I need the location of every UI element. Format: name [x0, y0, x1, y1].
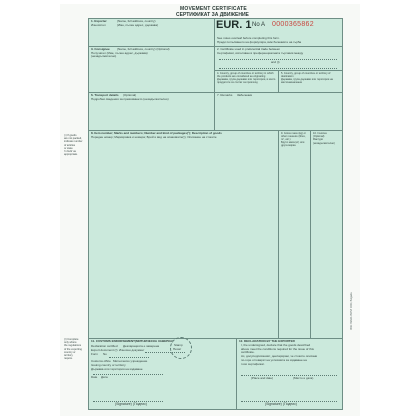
consignee-label: 3. Consignee [91, 47, 110, 51]
eur1-form [88, 18, 343, 410]
side-note-line: only where [64, 341, 77, 345]
customs-label: 11. CUSTOMS ENDORSEMENT [91, 339, 135, 343]
number-label: No A [252, 22, 266, 28]
stamp-label: Stamp [174, 343, 183, 347]
exporter-signature: (Signature) [265, 402, 282, 406]
exporter-hint: (Name, full address, country) [117, 19, 156, 23]
side-note-line: 'in bulk' as [64, 150, 76, 153]
box-invoices[interactable] [311, 131, 343, 339]
side-note-line: (¹) If goods [64, 134, 77, 137]
date-label-bg: Дата [101, 375, 108, 379]
side-note-line: of the exporting [64, 347, 82, 351]
printer-note: Print: BEMO-PRINT OOD, Bulgaria [350, 292, 353, 330]
destination-label-bg: Държава, група държави или територия на местоназначение [281, 78, 333, 85]
side-note-line: territory [64, 354, 73, 357]
no-label: No [103, 352, 107, 356]
box-goods-description[interactable] [89, 131, 279, 339]
mass-label-bg: Бруто маса (кг) или друга мярка [281, 141, 305, 147]
exporter-label-bg: Износител [91, 22, 106, 27]
box-remarks[interactable] [215, 93, 343, 131]
notes-overleaf-bg: Преди попълването на формуляра, виж бележките на гърба [217, 39, 302, 44]
declaration-line2: above meet the conditions required for the issue of this [241, 346, 314, 351]
declaration-line5: по-горе отговарят на условията за издаване на [241, 358, 307, 362]
side-note-line: require. [64, 357, 73, 361]
destination-label: 5. Country, group of countries or territory of destination [281, 72, 331, 78]
transport-hint: (Optional) [123, 93, 137, 97]
preferential-label-bg: Сертификат, използван в преференциалната търговия между [217, 50, 304, 55]
remarks-label-bg: Забележки [237, 93, 253, 97]
place-date: (Place and date) [251, 376, 274, 380]
side-note-line: country or [64, 350, 76, 354]
declaration-certified-bg: Декларацията е заверена [123, 343, 160, 348]
export-doc: Export document (²) [91, 348, 118, 352]
invoices-label-bg: Фактури (незадължително) [313, 138, 335, 145]
declaration-label: 12. DECLARATION BY THE EXPORTER [239, 339, 295, 343]
stamp-label-bg: Печат [173, 347, 182, 351]
issuing-country-bg: Държава или територия на издаване [91, 366, 143, 371]
box-exporter-declaration[interactable] [237, 339, 343, 410]
declaration-line1: I, the undersigned, declare that the goods described [241, 343, 311, 347]
serial-number: 0000365862 [272, 21, 314, 28]
side-note-line: or state [64, 146, 73, 150]
consignee-label-bg: Получател (Име, пълен адрес, държава) [91, 50, 148, 55]
mass-label: 9. Gross mass (kg) or other measure (litres, m³, etc.) [281, 132, 306, 141]
date-label: Date [91, 375, 98, 379]
declaration-certified: Declaration certified [91, 343, 118, 348]
declaration-line6: този сертификат. [241, 361, 265, 366]
goods-label-bg: Пореден номер; Маркировка и номера; Брой и вид на опаковките(¹); Описание на стоките [91, 134, 217, 139]
issuing-country: Issuing country or territory [91, 363, 126, 367]
notes-overleaf: See notes overleaf before completing this form. [217, 36, 280, 40]
consignee-hint: (Name, full address, country) (Optional) [117, 47, 170, 51]
side-note-line: appropriate. [64, 153, 78, 157]
box-preferential-trade[interactable] [215, 47, 343, 71]
declaration-line4: Аз, долуподписаният, декларирам, че стоките описани [241, 354, 318, 359]
eur1-heading: EUR. 1 [216, 19, 252, 31]
customs-signature-bg: (Подпис) [133, 402, 147, 406]
consignee-opt-bg: (незадължително) [91, 54, 117, 59]
box-exporter[interactable] [89, 19, 215, 47]
goods-label: 8. Item number; Marks and numbers; Number and kind of packages(¹); Description of goods [91, 131, 222, 135]
invoices-hint: (Optional) [313, 135, 325, 139]
export-doc-bg: Износен документ [119, 348, 145, 352]
declaration-line3: certificate. [241, 350, 255, 355]
box-consignee[interactable] [89, 47, 215, 93]
exporter-hint-bg: (Име, пълен адрес, държава) [117, 22, 159, 27]
side-note-line: (²) Complete [64, 338, 79, 341]
origin-label-bg: Държава, група държави или територия, в която продуктите се считат за произход [217, 78, 276, 85]
invoices-label: 10. Invoices [313, 132, 327, 135]
transport-label: 6. Transport details [91, 93, 119, 97]
box-destination-country[interactable] [279, 71, 343, 93]
customs-signature: (Signature) [115, 402, 132, 406]
exporter-label: 1. Exporter [91, 19, 107, 23]
preferential-label: 2. Certificate used in preferential trade between [217, 47, 281, 51]
box-origin-country[interactable] [215, 71, 279, 93]
preferential-and: and (i) [271, 60, 280, 64]
box-gross-mass[interactable] [279, 131, 311, 339]
side-note-line: indicate number [64, 140, 83, 144]
customs-office: Customs office [91, 359, 111, 363]
side-note-line: are not packed, [64, 137, 82, 141]
box-customs-endorsement[interactable] [89, 339, 237, 410]
title-bg: СЕРТИФИКАТ ЗА ДВИЖЕНИЕ [176, 11, 249, 18]
transport-label-bg: Подробни сведения за превозването (незадължително) [91, 96, 169, 101]
exporter-signature-bg: (Подпис) [283, 402, 297, 406]
origin-label: 4. Country, group of countries or territory in which the products are considered as originating [217, 72, 274, 78]
form-label: Form [91, 352, 98, 356]
remarks-label: 7. Remarks [217, 93, 233, 97]
customs-office-bg: Митническо учреждение [113, 359, 148, 363]
customs-label-bg: (МИТНИЧЕСКА ЗАВЕРКА) [135, 339, 174, 343]
title-en: MOVEMENT CERTIFICATE [180, 6, 247, 12]
side-note-line: the regulations [64, 344, 82, 348]
place-date-bg: (Място и дата) [293, 376, 314, 380]
box-transport-details[interactable] [89, 93, 215, 131]
side-note-line: of articles [64, 143, 76, 147]
